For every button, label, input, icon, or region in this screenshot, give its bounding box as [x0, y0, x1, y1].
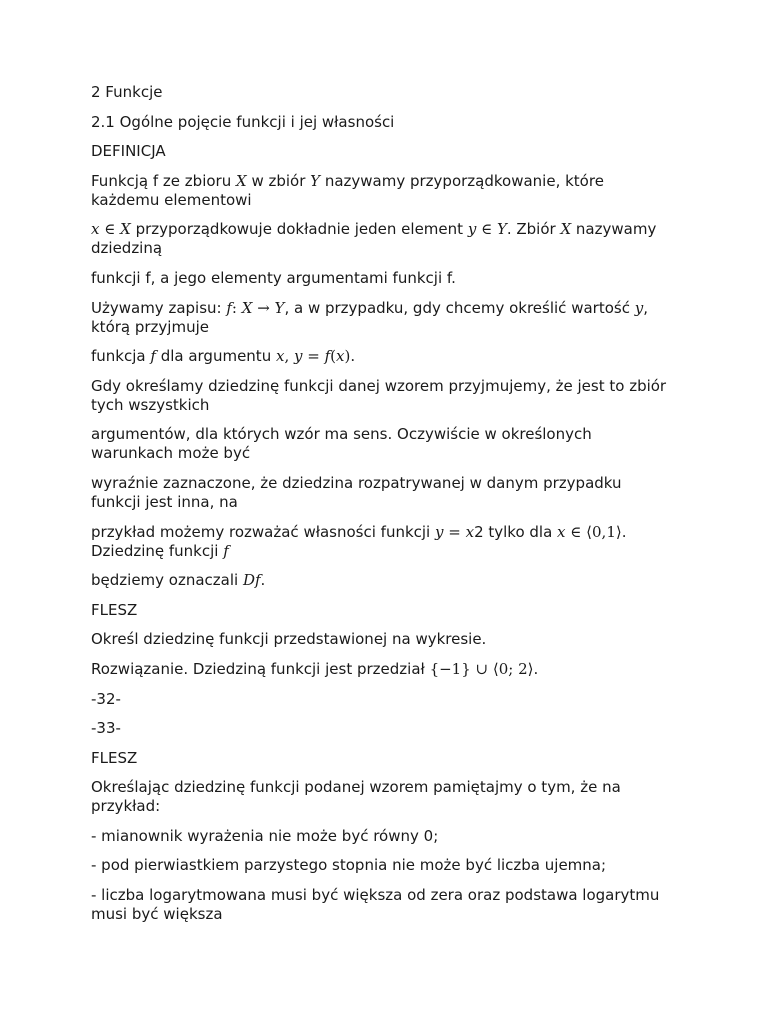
chapter-heading: 2 Funkcje	[91, 83, 163, 101]
math-operator: ∈	[99, 220, 121, 239]
text-run: nazywamy dziedziną	[91, 220, 657, 258]
notation-paragraph-2	[91, 347, 671, 366]
text-run: będziemy oznaczali	[91, 571, 243, 590]
math-symbol-x: x	[91, 220, 100, 239]
text-run: nazywamy przyporządkowanie, które każdemu elementowi	[91, 171, 604, 209]
math-symbol-f: f	[226, 298, 232, 317]
definition-paragraph-1	[91, 172, 671, 210]
math-symbol-f: f	[150, 347, 156, 366]
domain-paragraph-1: Gdy określamy dziedzinę funkcji danej wzorem przyjmujemy, że jest to zbiór tych wszystkich	[91, 376, 667, 414]
rules-intro-paragraph: Określając dziedzinę funkcji podanej wzorem pamiętajmy o tym, że na przykład:	[91, 778, 621, 816]
text-run: przyporządkowuje dokładnie jeden element	[130, 220, 468, 239]
math-symbol-X: X	[241, 298, 253, 317]
text-run: .	[533, 659, 539, 678]
math-symbol-y: y	[293, 347, 303, 366]
math-symbol-Y: Y	[496, 220, 507, 239]
text-run: przykład możemy rozważać własności funkcji	[91, 522, 435, 541]
math-set: {−1} ∪ ⟨0; 2⟩	[429, 659, 534, 678]
text-run: funkcja	[91, 347, 151, 366]
math-symbol-x: x	[275, 347, 285, 366]
math-symbol-X: X	[120, 220, 131, 239]
solution-paragraph	[91, 660, 671, 679]
math-symbol-f: f	[324, 347, 331, 366]
definition-label: DEFINICJA	[91, 142, 166, 161]
text-run: , a w przypadku, gdy chcemy określić wartość	[284, 298, 635, 317]
math-equals: =	[302, 347, 325, 366]
flesz-label: FLESZ	[91, 600, 138, 619]
math-operator: ∈	[476, 220, 497, 239]
document-page	[91, 83, 671, 935]
flesz-label: FLESZ	[91, 748, 138, 767]
definition-paragraph-2	[91, 220, 671, 258]
section-heading: 2.1 Ogólne pojęcie funkcji i jej własności	[91, 112, 395, 131]
math-symbol-Y: Y	[274, 298, 285, 317]
domain-paragraph-3: wyraźnie zaznaczone, że dziedzina rozpatrywanej w danym przypadku funkcji jest inna, na	[91, 473, 622, 511]
text-run: w zbiór	[246, 171, 311, 190]
domain-paragraph-4	[91, 523, 671, 561]
text-run: .	[260, 571, 266, 590]
rule-item: - liczba logarytmowana musi być większa od zera oraz podstawa logarytmu musi być większa	[91, 886, 660, 924]
math-symbol-X: X	[560, 220, 572, 239]
math-symbol-y: y	[634, 298, 644, 317]
math-symbol-f: f	[223, 541, 229, 560]
text-run: . Zbiór	[506, 220, 561, 239]
math-symbol-Df: Df	[242, 571, 261, 590]
math-paren: (	[330, 347, 336, 366]
page-number: -32-	[91, 689, 121, 708]
domain-paragraph-5	[91, 571, 671, 590]
rule-item: - mianownik wyrażenia nie może być równy 0;	[91, 826, 439, 845]
math-symbol-X: X	[235, 171, 247, 190]
math-equals: =	[443, 522, 466, 541]
math-arrow: →	[252, 298, 275, 317]
math-interval: ∈ ⟨0,1⟩	[565, 522, 622, 541]
text-run: 2 tylko dla	[474, 522, 558, 541]
text-run: dla argumentu	[155, 347, 276, 366]
math-symbol-x: x	[465, 522, 475, 541]
math-symbol-y: y	[467, 220, 477, 239]
math-paren: ).	[344, 347, 356, 366]
text-run: Funkcją f ze zbioru	[91, 171, 236, 190]
exercise-paragraph: Określ dziedzinę funkcji przedstawionej na wykresie.	[91, 630, 487, 649]
notation-paragraph	[91, 299, 671, 337]
rule-item: - pod pierwiastkiem parzystego stopnia nie może być liczba ujemna;	[91, 856, 607, 875]
math-symbol-x: x	[557, 522, 566, 541]
definition-paragraph-3: funkcji f, a jego elementy argumentami funkcji f.	[91, 268, 456, 287]
math-symbol-x: x	[336, 347, 345, 366]
page-number: -33-	[91, 719, 121, 738]
domain-paragraph-2: argumentów, dla których wzór ma sens. Oczywiście w określonych warunkach może być	[91, 425, 592, 463]
text-run: Rozwiązanie. Dziedziną funkcji jest przedział	[91, 659, 430, 678]
math-symbol-y: y	[435, 522, 444, 541]
text-run: Używamy zapisu:	[91, 298, 227, 317]
math-operator: :	[231, 298, 242, 317]
text-run: . Dziedzinę funkcji	[91, 522, 627, 560]
math-symbol-Y: Y	[310, 171, 321, 190]
text-run: , którą przyjmuje	[91, 298, 648, 336]
math-comma: ,	[284, 347, 294, 366]
